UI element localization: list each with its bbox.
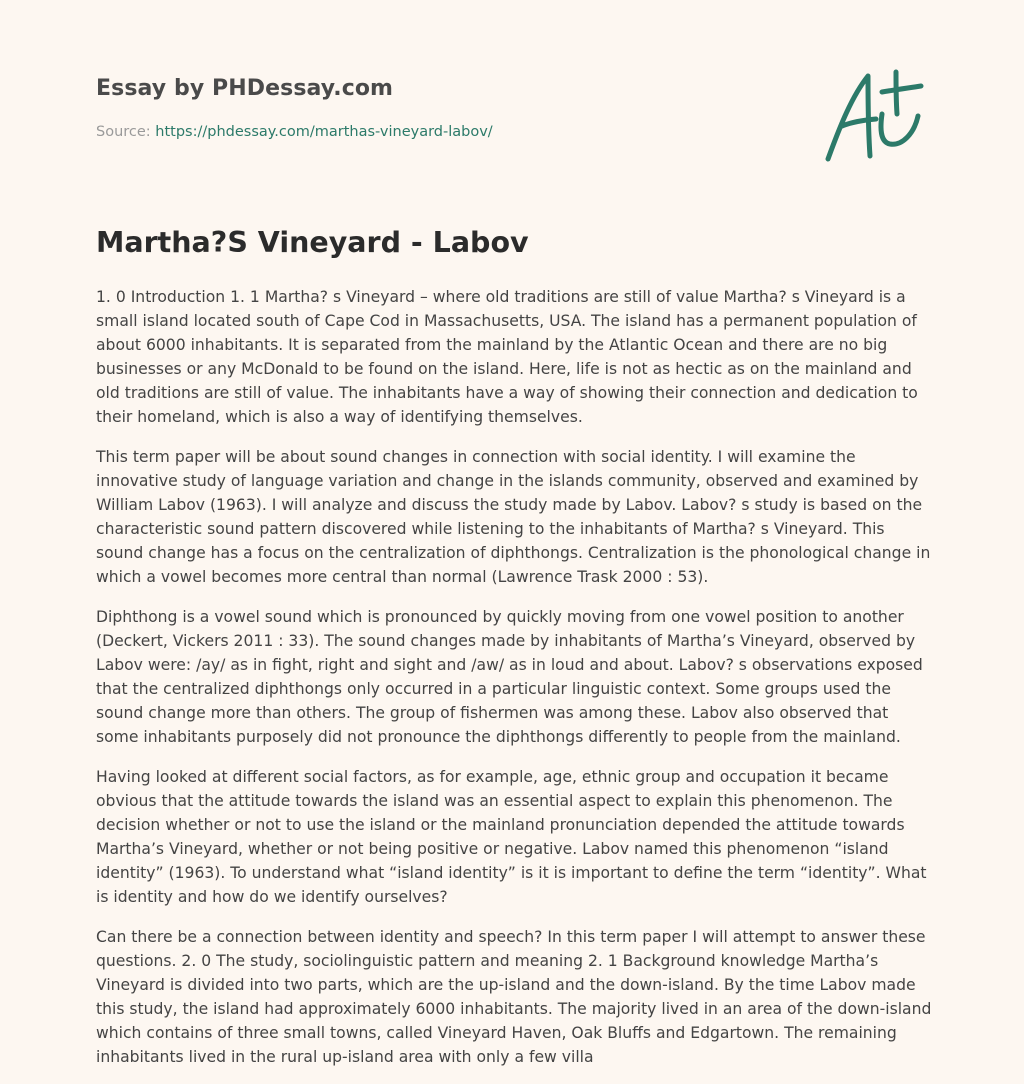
essay-body [96, 285, 934, 1084]
source-link[interactable]: https://phdessay.com/marthas-vineyard-labov/ [155, 124, 493, 140]
essay-paragraph: Having looked at different social factors, as for example, age, ethnic group and occupation it became obvious that the attitude towards the island was an essential aspect to explain this phenomenon. The decision whether or not to use the island or the mainland pronunciation depended the attitude towards Martha’s Vineyard, whether or not being positive or negative. Labov named this phenomenon “island identity” (1963). To understand what “island identity” is it is important to define the term “identity”. What is identity and how do we identify ourselves? [96, 768, 927, 906]
essay-title: Martha?S Vineyard - Labov [96, 226, 529, 259]
a-plus-logo-icon [818, 64, 930, 168]
essay-paragraph: This term paper will be about sound changes in connection with social identity. I will examine the innovative study of language variation and change in the islands community, observed and examined by William Labov (1963). I will analyze and discuss the study made by Labov. Labov? s study is based on the characteristic sound pattern discovered while listening to the inhabitants of Martha? s Vineyard. This sound change has a focus on the centralization of diphthongs. Centralization is the phonological change in which a vowel becomes more central than normal (Lawrence Trask 2000 : 53). [96, 448, 931, 586]
source-label: Source: [96, 124, 156, 140]
essay-paragraph: Diphthong is a vowel sound which is pronounced by quickly moving from one vowel position to another (Deckert, Vickers 2011 : 33). The sound changes made by inhabitants of Martha’s Vineyard, observed by Labov were: /ay/ as in fight, right and sight and /aw/ as in loud and about. Labov? s observations exposed that the centralized diphthongs only occurred in a particular linguistic context. Some groups used the sound change more than others. The group of fishermen was among these. Labov also observed that some inhabitants purposely did not pronounce the diphthongs differently to people from the mainland. [96, 608, 923, 746]
essay-paragraph: 1. 0 Introduction 1. 1 Martha? s Vineyard – where old traditions are still of value Martha? s Vineyard is a small island located south of Cape Cod in Massachusetts, USA. The island has a permanent population of about 6000 inhabitants. It is separated from the mainland by the Atlantic Ocean and there are no big businesses or any McDonald to be found on the island. Here, life is not as hectic as on the mainland and old traditions are still of value. The inhabitants have a way of showing their connection and dedication to their homeland, which is also a way of identifying themselves. [96, 288, 918, 426]
site-brand: Essay by PHDessay.com [96, 76, 394, 101]
source-line [96, 124, 493, 140]
essay-paragraph: Can there be a connection between identity and speech? In this term paper I will attempt to answer these questions. 2. 0 The study, sociolinguistic pattern and meaning 2. 1 Background knowledge Martha’s Vineyard is divided into two parts, which are the up-island and the down-island. By the time Labov made this study, the island had approximately 6000 inhabitants. The majority lived in an area of the down-island which contains of three small towns, called Vineyard Haven, Oak Bluffs and Edgartown. The remaining inhabitants lived in the rural up-island area with only a few villa [96, 928, 932, 1066]
